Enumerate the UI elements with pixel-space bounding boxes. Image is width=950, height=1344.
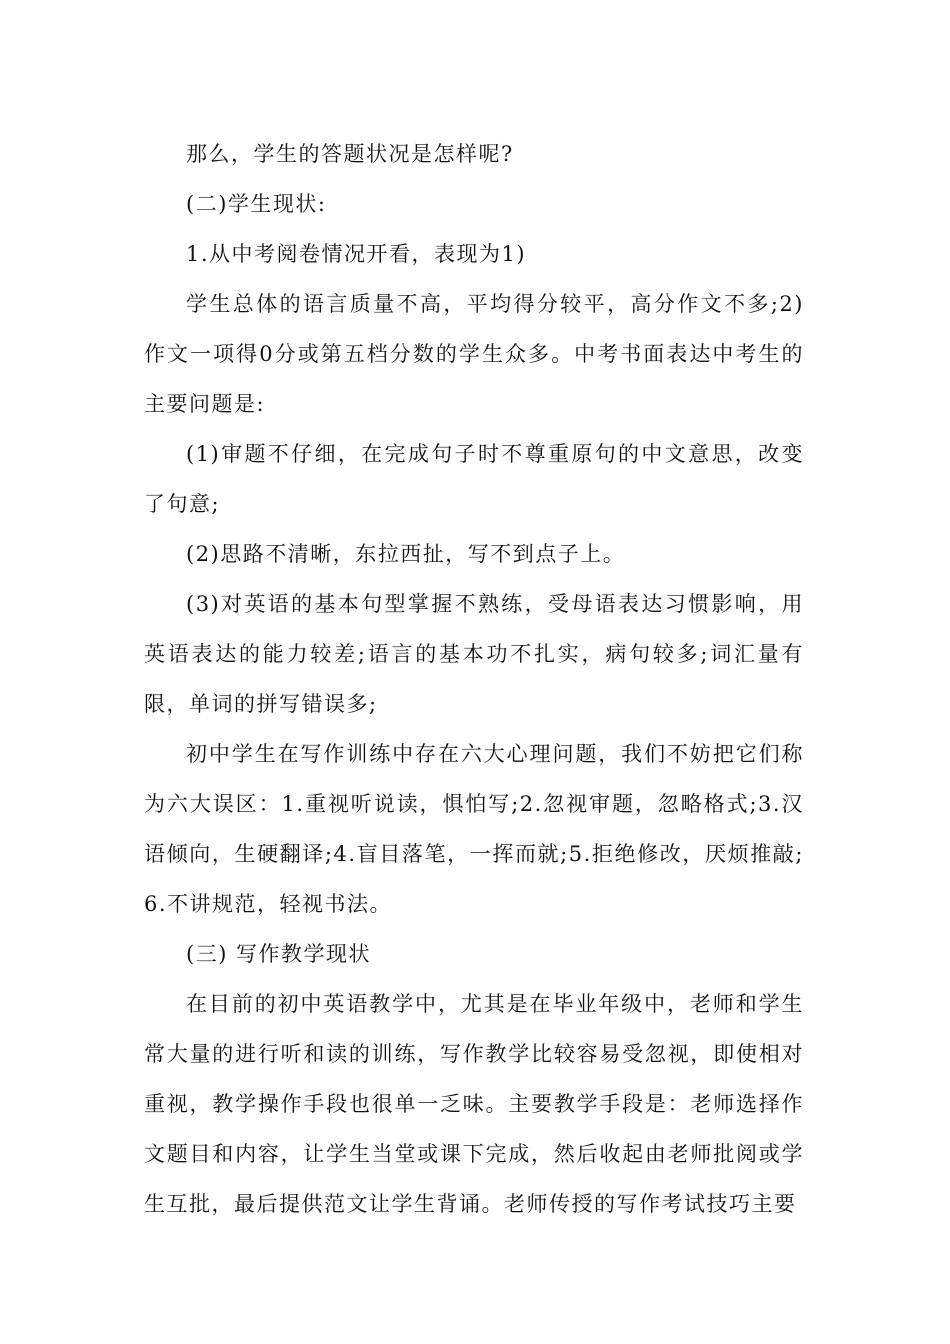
paragraph-problem-2: (2)思路不清晰，东拉西扯，写不到点子上。 bbox=[186, 542, 626, 566]
paragraph-six-misconceptions: 初中学生在写作训练中存在六大心理问题，我们不妨把它们称为六大误区：1.重视听说读，惧怕写;2.忽视审题，忽略格式;3.汉语倾向，生硬翻译;4.盲目落笔，一挥而就;5.拒绝修改，厌烦推敲;6.不讲规范，轻视书法。 bbox=[144, 742, 804, 916]
section-heading-student-status: (二)学生现状: bbox=[186, 192, 327, 216]
paragraph-exam-observation: 1.从中考阅卷情况开看，表现为1) bbox=[186, 242, 527, 266]
paragraph-question: 那么，学生的答题状况是怎样呢? bbox=[186, 142, 514, 166]
section-heading-teaching-status: (三) 写作教学现状 bbox=[186, 942, 372, 966]
paragraph-problem-1: (1)审题不仔细，在完成句子时不尊重原句的中文意思，改变了句意; bbox=[144, 442, 804, 516]
paragraph-problem-3: (3)对英语的基本句型掌握不熟练，受母语表达习惯影响，用英语表达的能力较差;语言的基本功不扎实，病句较多;词汇量有限，单词的拼写错误多; bbox=[144, 592, 804, 716]
paragraph-language-quality: 学生总体的语言质量不高，平均得分较平，高分作文不多;2)作文一项得0分或第五档分数的学生众多。中考书面表达中考生的主要问题是: bbox=[144, 292, 804, 416]
document-body bbox=[144, 129, 804, 1229]
paragraph-teaching-practice: 在目前的初中英语教学中，尤其是在毕业年级中，老师和学生常大量的进行听和读的训练，写作教学比较容易受忽视，即使相对重视，教学操作手段也很单一乏味。主要教学手段是：老师选择作文题目和内容，让学生当堂或课下完成，然后收起由老师批阅或学生互批，最后提供范文让学生背诵。老师传授的写作考试技巧主要 bbox=[144, 992, 804, 1216]
